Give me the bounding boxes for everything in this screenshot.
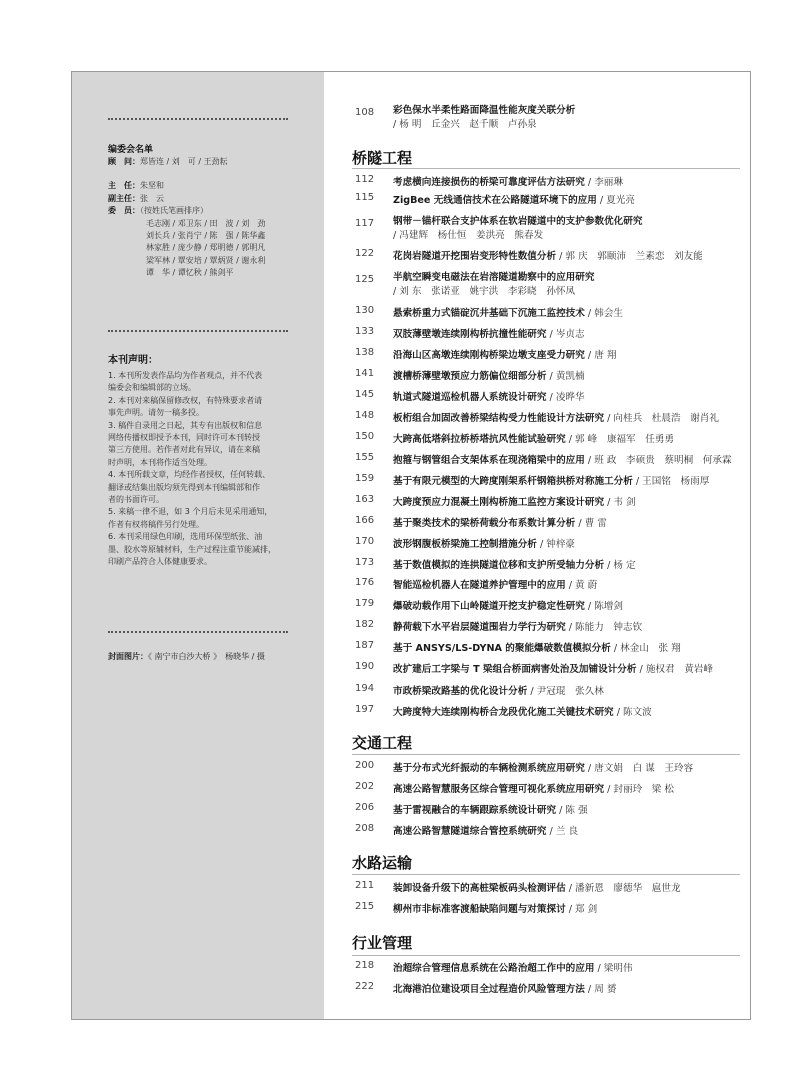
toc-title bbox=[393, 880, 681, 894]
toc-page-number: 115 bbox=[355, 192, 375, 203]
toc-page-number: 163 bbox=[355, 494, 375, 505]
toc-entry[interactable] bbox=[355, 305, 745, 321]
toc-title bbox=[393, 213, 642, 227]
toc-authors: / 韦 剑 bbox=[604, 497, 636, 508]
toc-title bbox=[393, 452, 732, 466]
toc-title-text: 花岗岩隧道开挖围岩变形特性数值分析 bbox=[393, 251, 557, 262]
toc-entry[interactable] bbox=[355, 269, 745, 299]
toc-title bbox=[393, 473, 709, 487]
toc-authors: / 杨 明 丘金兴 赵千顺 卢孙泉 bbox=[393, 119, 537, 130]
toc-authors: / 岑贞志 bbox=[546, 329, 585, 340]
toc-title bbox=[393, 269, 594, 283]
toc-authors: / 凌晔华 bbox=[546, 392, 585, 403]
toc-entry[interactable] bbox=[355, 901, 745, 917]
toc-title bbox=[393, 347, 616, 361]
toc-title-text: 基于分布式光纤振动的车辆检测系统应用研究 bbox=[393, 763, 585, 774]
toc-title-text: 改扩建后工字梁与 T 梁组合桥面病害处治及加铺设计分析 bbox=[393, 664, 637, 675]
editor-label: 主 任： bbox=[108, 181, 140, 191]
toc-title bbox=[393, 305, 623, 319]
toc-authors: / 郭 峰 康福军 任勇勇 bbox=[565, 434, 675, 445]
toc-entry[interactable] bbox=[355, 536, 745, 552]
notice-line: 1. 本刊所发表作品均为作者观点，并不代表 bbox=[108, 371, 263, 380]
notice-line: 时声明，本刊将作适当处理。 bbox=[108, 457, 212, 467]
dotted-divider bbox=[108, 118, 288, 120]
toc-page-number: 179 bbox=[355, 598, 375, 609]
toc-authors: / 唐文娟 白 谋 王玲容 bbox=[584, 763, 694, 774]
members-row: 刘长兵 / 张肖宁 / 陈 强 / 陈华鑫 bbox=[146, 231, 266, 241]
toc-authors: / 尹冠琨 张久林 bbox=[527, 686, 604, 697]
toc-page-number: 187 bbox=[355, 640, 375, 651]
toc-authors: / 兰 良 bbox=[546, 826, 579, 837]
toc-title-text: 波形钢腹板桥梁施工控制措施分析 bbox=[393, 539, 537, 550]
toc-page-number: 194 bbox=[355, 683, 375, 694]
notice-line: 印刷产品符合人体健康要求。 bbox=[108, 557, 212, 567]
toc-entry[interactable] bbox=[355, 326, 745, 342]
notice-line: 5. 来稿一律不退，如 3 个月后未见采用通知， bbox=[108, 507, 273, 517]
notice-line: 3. 稿件自录用之日起，其专有出版权和信息 bbox=[108, 420, 263, 430]
section-rule bbox=[352, 874, 740, 875]
toc-entry[interactable] bbox=[355, 823, 745, 839]
toc-page-number: 138 bbox=[355, 347, 375, 358]
toc-authors: / 陈 强 bbox=[556, 805, 588, 816]
toc-title: 彩色保水半柔性路面降温性能灰度关联分析 bbox=[393, 105, 576, 116]
toc-title bbox=[393, 557, 636, 571]
dotted-divider bbox=[108, 631, 288, 633]
toc-title-text: 半航空瞬变电磁法在岩溶隧道勘察中的应用研究 bbox=[393, 272, 595, 283]
toc-page-number: 182 bbox=[355, 619, 375, 630]
toc-entry[interactable] bbox=[355, 102, 745, 130]
toc-title-text: 悬索桥重力式锚碇沉井基础下沉施工监控技术 bbox=[393, 308, 585, 319]
notice-line: 编委会和编辑部的立场。 bbox=[108, 383, 196, 393]
section-heading: 水路运输 bbox=[352, 854, 413, 872]
toc-title-text: 北海港泊位建设项目全过程造价风险管理方法 bbox=[393, 984, 585, 995]
toc-page-number: 173 bbox=[355, 557, 375, 568]
toc-title bbox=[393, 760, 693, 774]
toc-entry[interactable] bbox=[355, 248, 745, 264]
toc-authors: / 郭 庆 郭颐沛 兰素恋 刘友能 bbox=[556, 251, 703, 262]
toc-page-number: 117 bbox=[355, 218, 375, 229]
toc-title bbox=[393, 683, 604, 697]
section-heading: 桥隧工程 bbox=[352, 149, 413, 167]
toc-authors: / 钟梓豪 bbox=[536, 539, 576, 550]
toc-entry[interactable] bbox=[355, 760, 745, 776]
toc-title bbox=[393, 661, 713, 675]
toc-title-text: 治超综合管理信息系统在公路治超工作中的应用 bbox=[393, 963, 595, 974]
toc-page-number: 197 bbox=[355, 704, 375, 715]
toc-title-text: 钢带－锚杆联合支护体系在软岩隧道中的支护参数优化研究 bbox=[393, 216, 643, 227]
toc-page-number: 206 bbox=[355, 802, 375, 813]
notice-line: 翻译或结集出版均须先得到本刊编辑部和作 bbox=[108, 482, 260, 492]
toc-page-number: 190 bbox=[355, 661, 375, 672]
section-rule bbox=[352, 955, 740, 956]
toc-title-text: 双肢薄壁墩连续刚构桥抗撞性能研究 bbox=[393, 329, 547, 340]
toc-page-number: 130 bbox=[355, 305, 375, 316]
editorial-title: 编委会名单 bbox=[108, 145, 154, 155]
toc-page-number: 176 bbox=[355, 577, 375, 588]
notice-line: 作者有权将稿件另行处理。 bbox=[108, 519, 204, 529]
notice-line: 者的书面许可。 bbox=[108, 495, 164, 505]
consultant-label: 顾 问： bbox=[108, 157, 140, 166]
toc-title-text: 基于数值模拟的连拱隧道位移和支护所受轴力分析 bbox=[393, 560, 605, 571]
toc-page-number: 145 bbox=[355, 389, 375, 400]
toc-title bbox=[393, 981, 616, 995]
members-row: 林家胜 / 庞少静 / 郑明德 / 郭明凡 bbox=[146, 243, 266, 253]
toc-authors: / 陈能力 钟志钦 bbox=[565, 622, 643, 633]
toc-title bbox=[393, 515, 607, 529]
toc-entry[interactable] bbox=[355, 347, 745, 363]
cover-credit bbox=[108, 651, 265, 662]
toc-authors: / 林金山 张 翔 bbox=[610, 643, 681, 654]
toc-authors: / 夏光亮 bbox=[596, 195, 635, 206]
toc-page-number: 141 bbox=[355, 368, 375, 379]
toc-entry[interactable] bbox=[355, 389, 745, 405]
toc-entry[interactable] bbox=[355, 557, 745, 573]
toc-entry[interactable] bbox=[355, 452, 745, 468]
toc-title-text: 装卸设备升级下的高桩梁板码头检测评估 bbox=[393, 883, 566, 894]
toc-entry[interactable] bbox=[355, 213, 745, 243]
section-heading: 交通工程 bbox=[352, 734, 413, 752]
toc-entry[interactable] bbox=[355, 640, 745, 656]
toc-authors: / 杨 定 bbox=[604, 560, 636, 571]
toc-authors: / 陈文波 bbox=[613, 707, 652, 718]
members-row: 谭 华 / 谭忆秋 / 熊剑平 bbox=[146, 268, 234, 278]
toc-authors: / 黄 蔚 bbox=[565, 580, 598, 591]
toc-entry[interactable] bbox=[355, 473, 745, 489]
toc-title-text: 抱箍与钢管组合支架体系在现浇箱梁中的应用 bbox=[393, 455, 585, 466]
notice-title: 本刊声明： bbox=[108, 355, 158, 366]
toc-page-number: 202 bbox=[355, 781, 375, 792]
toc-entry[interactable] bbox=[355, 174, 745, 190]
toc-title-text: 渡槽桥薄壁墩预应力筋偏位细部分析 bbox=[393, 371, 547, 382]
toc-entry[interactable] bbox=[355, 661, 745, 677]
toc-entry[interactable] bbox=[355, 619, 745, 635]
editorial-list bbox=[108, 156, 265, 280]
toc-page-number: 108 bbox=[355, 107, 375, 118]
toc-title-text: 基于聚类技术的梁桥荷载分布系数计算分析 bbox=[393, 518, 576, 529]
toc-title bbox=[393, 802, 588, 816]
toc-title bbox=[393, 536, 575, 550]
toc-authors: / 冯建辉 杨仕恒 姜洪亮 熊春发 bbox=[393, 230, 544, 241]
toc-entry[interactable] bbox=[355, 981, 745, 997]
toc-authors: / 向桂兵 杜晨浩 谢肖礼 bbox=[604, 413, 719, 424]
toc-title-text: ZigBee 无线通信技术在公路隧道环境下的应用 bbox=[393, 195, 597, 206]
toc-entry[interactable] bbox=[355, 880, 745, 896]
toc-title-text: 基于有限元模型的大跨度刚架系杆钢箱拱桥对称施工分析 bbox=[393, 476, 633, 487]
toc-title-text: 考虑横向连接损伤的桥梁可靠度评估方法研究 bbox=[393, 177, 585, 188]
toc-title-text: 高速公路智慧服务区综合管理可视化系统应用研究 bbox=[393, 784, 605, 795]
toc-authors: / 黄凯楠 bbox=[546, 371, 585, 382]
toc-authors: / 梁明伟 bbox=[594, 963, 633, 974]
toc-page-number: 200 bbox=[355, 760, 375, 771]
toc-authors: / 刘 东 张诺亚 姚宇洪 李彩晓 孙怀凤 bbox=[393, 286, 576, 297]
toc-authors: / 周 赟 bbox=[584, 984, 617, 995]
toc-authors: / 王国铭 杨雨厚 bbox=[632, 476, 710, 487]
toc-title-text: 静荷载下水平岩层隧道围岩力学行为研究 bbox=[393, 622, 566, 633]
notice-line: 墨、胶水等原辅材料，生产过程注重节能减排， bbox=[108, 544, 276, 554]
members-row: 梁军林 / 覃安培 / 覃炳贤 / 谢永利 bbox=[146, 255, 266, 265]
toc-title bbox=[393, 368, 585, 382]
toc-page-number: 150 bbox=[355, 431, 375, 442]
toc-page-number: 125 bbox=[355, 274, 375, 285]
toc-title bbox=[393, 577, 597, 591]
toc-page-number: 211 bbox=[355, 880, 375, 891]
toc-title-text: 智能巡检机器人在隧道养护管理中的应用 bbox=[393, 580, 566, 591]
toc-page-number: 215 bbox=[355, 901, 375, 912]
toc-authors: / 李丽琳 bbox=[584, 177, 623, 188]
toc-title-text: 爆破动载作用下山岭隧道开挖支护稳定性研究 bbox=[393, 601, 585, 612]
section-rule bbox=[352, 168, 740, 169]
toc-title bbox=[393, 326, 585, 340]
toc-authors: / 封丽玲 梁 松 bbox=[604, 784, 675, 795]
toc-page-number: 166 bbox=[355, 515, 375, 526]
toc-title bbox=[393, 704, 652, 718]
toc-title bbox=[393, 192, 635, 206]
notice-line: 4. 本刊所载文章，均经作者授权，任何转载、 bbox=[108, 470, 271, 480]
toc-page-number: 159 bbox=[355, 473, 375, 484]
toc-entry[interactable] bbox=[355, 683, 745, 699]
toc-entry[interactable] bbox=[355, 802, 745, 818]
toc-title-text: 大跨度预应力混凝土刚构桥施工监控方案设计研究 bbox=[393, 497, 605, 508]
notice-line: 6. 本刊采用绿色印刷，选用环保型纸张、油 bbox=[108, 532, 263, 542]
toc-title bbox=[393, 823, 578, 837]
toc-title bbox=[393, 781, 674, 795]
toc-entry[interactable] bbox=[355, 494, 745, 510]
toc-title bbox=[393, 174, 623, 188]
toc-authors: / 唐 翔 bbox=[584, 350, 617, 361]
notice-line: 网络传播权即授予本刊，同时许可本刊转授 bbox=[108, 433, 260, 443]
toc-entry[interactable] bbox=[355, 410, 745, 426]
dotted-divider bbox=[108, 330, 288, 332]
toc-authors: / 韩会生 bbox=[584, 308, 623, 319]
toc-entry[interactable] bbox=[355, 960, 745, 976]
members-row: 毛志刚 / 邓卫东 / 田 波 / 刘 劲 bbox=[146, 218, 266, 228]
members-label: 委 员： bbox=[108, 206, 140, 216]
toc-page-number: 148 bbox=[355, 410, 375, 421]
toc-entry[interactable] bbox=[355, 368, 745, 384]
toc-title-text: 市政桥梁改路基的优化设计分析 bbox=[393, 686, 528, 697]
toc-title-text: 大跨高低塔斜拉桥桥塔抗风性能试验研究 bbox=[393, 434, 566, 445]
toc-entry[interactable] bbox=[355, 431, 745, 447]
toc-authors: / 陈增剑 bbox=[584, 601, 623, 612]
toc-title bbox=[393, 389, 585, 403]
toc-title bbox=[393, 410, 719, 424]
notice-line: 2. 本刊对来稿保留修改权，有特殊要求者请 bbox=[108, 395, 263, 405]
notice-line: 事先声明。请勿一稿多投。 bbox=[108, 408, 204, 418]
toc-title-text: 沿海山区高墩连续刚构桥梁边墩支座受力研究 bbox=[393, 350, 585, 361]
toc-title bbox=[393, 494, 636, 508]
toc-page-number: 222 bbox=[355, 981, 375, 992]
toc-title bbox=[393, 598, 623, 612]
toc-title-text: 板桁组合加固改善桥梁结构受力性能设计方法研究 bbox=[393, 413, 605, 424]
members-note: （按姓氏笔画排序） bbox=[140, 206, 208, 216]
toc-authors: / 潘新恩 廖德华 扈世龙 bbox=[565, 883, 681, 894]
notice-body bbox=[108, 370, 298, 569]
deputy-name: 张 云 bbox=[140, 193, 164, 203]
cover-label: 封面图片： bbox=[108, 652, 148, 661]
toc-entry[interactable] bbox=[355, 598, 745, 614]
toc-page-number: 170 bbox=[355, 536, 375, 547]
toc-entry[interactable] bbox=[355, 704, 745, 720]
section-rule bbox=[352, 754, 740, 755]
toc-authors: / 郑 剑 bbox=[565, 904, 598, 915]
notice-line: 第三方使用。若作者对此有异议，请在来稿 bbox=[108, 445, 260, 455]
toc-entry[interactable] bbox=[355, 515, 745, 531]
toc-title bbox=[393, 901, 597, 915]
toc-entry[interactable] bbox=[355, 781, 745, 797]
toc-page-number: 133 bbox=[355, 326, 375, 337]
toc-authors: / 施权君 黄岩峰 bbox=[636, 664, 713, 675]
editor-name: 朱坚和 bbox=[140, 181, 164, 191]
consultant-names: 郑皆连 / 刘 可 / 王劲耘 bbox=[140, 157, 228, 166]
toc-title bbox=[393, 960, 633, 974]
toc-authors: / 班 政 李硕贵 蔡明桐 何承霖 bbox=[584, 455, 732, 466]
toc-page-number: 112 bbox=[355, 174, 375, 185]
toc-page-number: 122 bbox=[355, 248, 375, 259]
toc-entry[interactable] bbox=[355, 192, 745, 208]
toc-title-text: 轨道式隧道巡检机器人系统设计研究 bbox=[393, 392, 547, 403]
toc-title-text: 高速公路智慧隧道综合管控系统研究 bbox=[393, 826, 547, 837]
toc-page-number: 208 bbox=[355, 823, 375, 834]
toc-title bbox=[393, 248, 703, 262]
toc-page-number: 218 bbox=[355, 960, 375, 971]
section-heading: 行业管理 bbox=[352, 934, 413, 952]
toc-title bbox=[393, 619, 642, 633]
toc-title-text: 柳州市非标准客渡船缺陷问题与对策探讨 bbox=[393, 904, 566, 915]
toc-title bbox=[393, 431, 674, 445]
toc-page-number: 155 bbox=[355, 452, 375, 463]
toc-title bbox=[393, 640, 681, 654]
toc-entry[interactable] bbox=[355, 577, 745, 593]
toc-title-text: 基于 ANSYS/LS-DYNA 的聚能爆破数值模拟分析 bbox=[393, 643, 611, 654]
deputy-label: 副主任： bbox=[108, 193, 140, 203]
toc-authors: / 曹 雷 bbox=[575, 518, 607, 529]
toc-title-text: 基于雷视融合的车辆跟踪系统设计研究 bbox=[393, 805, 557, 816]
toc-title-text: 大跨度特大连续刚构桥合龙段优化施工关键技术研究 bbox=[393, 707, 614, 718]
cover-text: 《 南宁市白沙大桥 》 杨晓华 / 摄 bbox=[148, 652, 265, 661]
